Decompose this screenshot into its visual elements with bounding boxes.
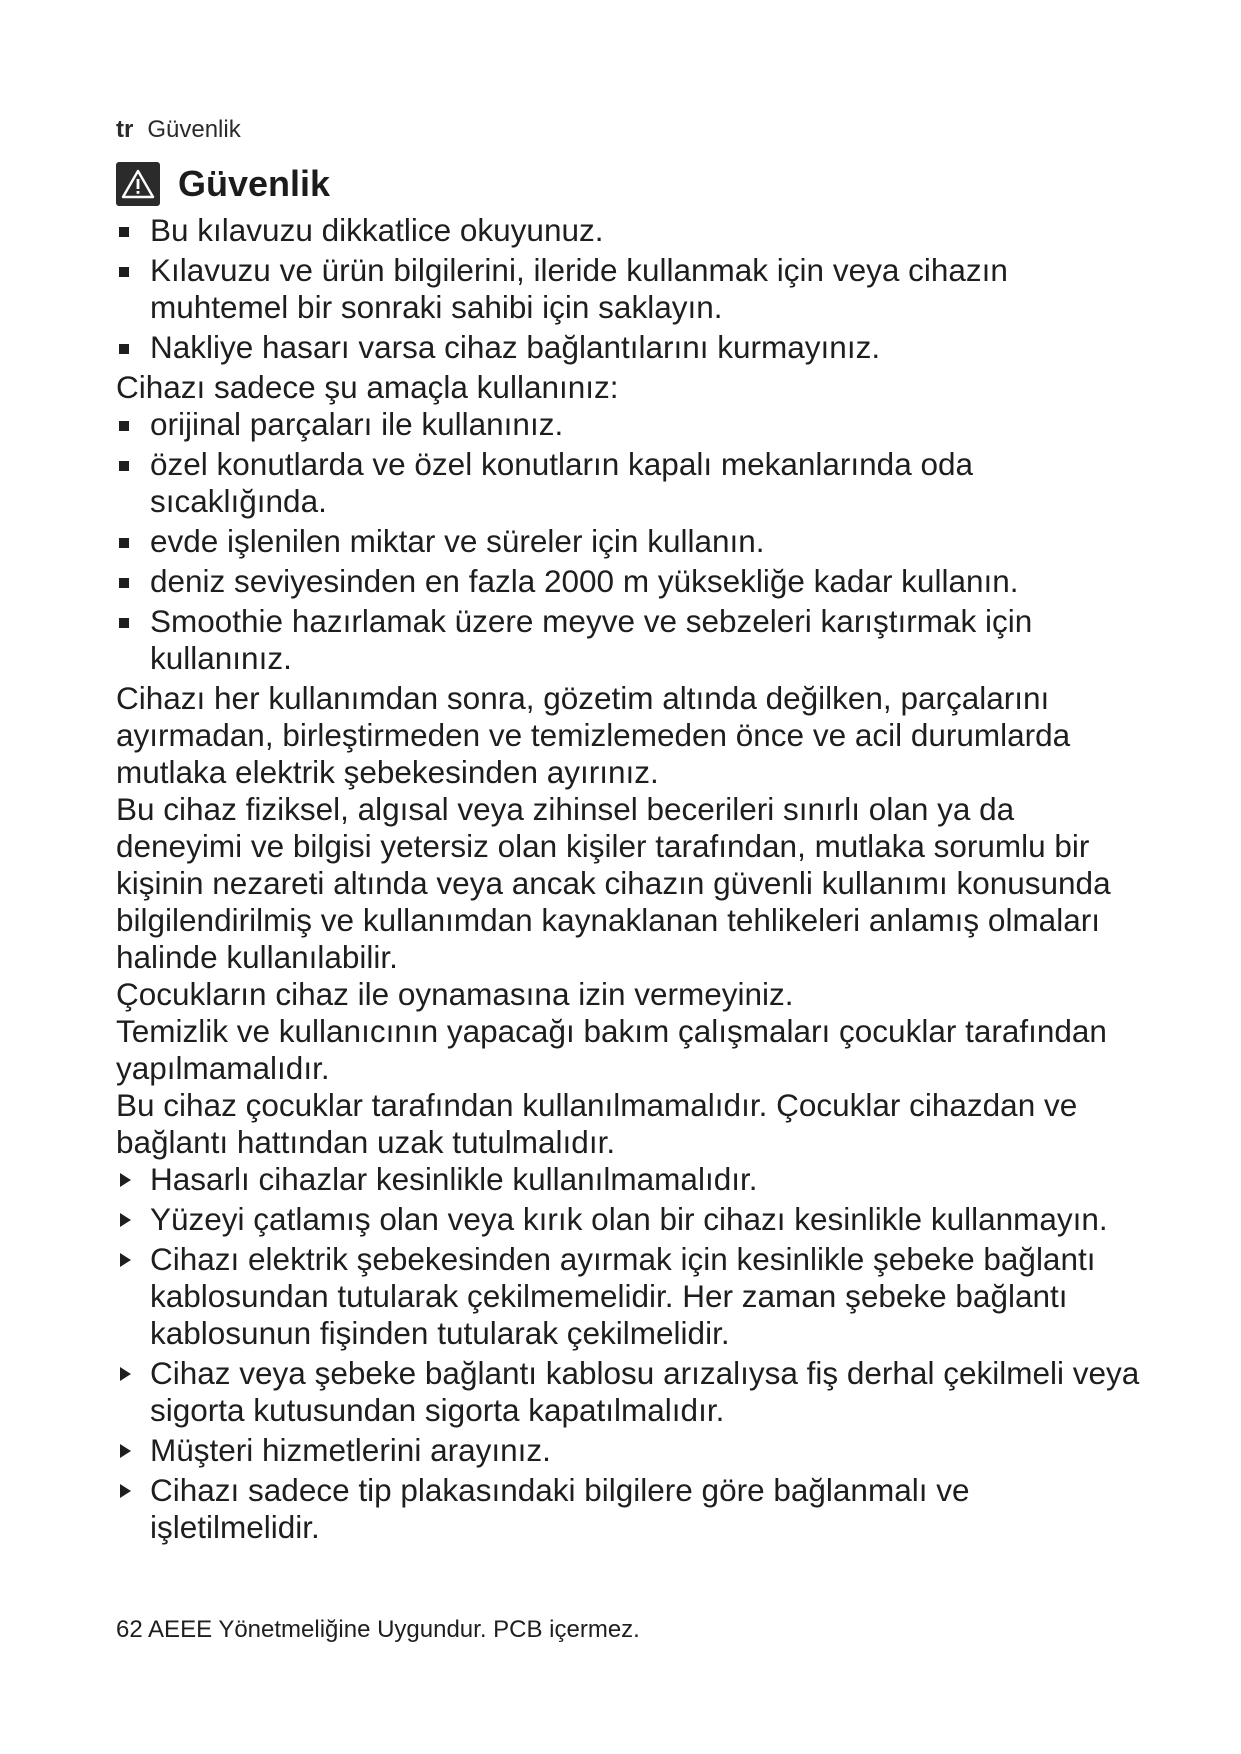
arrow-right-icon — [120, 1253, 131, 1267]
section-title-row — [116, 160, 330, 208]
list-item: Smoothie hazırlamak üzere meyve ve sebzeleri karıştırmak için kullanınız. — [116, 603, 1146, 677]
header-section: Güvenlik — [147, 116, 241, 143]
bullet-square-icon — [119, 578, 129, 588]
page-footer — [116, 1614, 640, 1646]
list-item: evde işlenilen miktar ve süreler için kullanın. — [116, 523, 1146, 560]
instruction-item: Yüzeyi çatlamış olan veya kırık olan bir cihazı kesinlikle kullanmayın. — [116, 1201, 1146, 1238]
page-header — [116, 114, 241, 146]
warning-icon — [116, 162, 160, 206]
paragraph: Bu cihaz çocuklar tarafından kullanılmamalıdır. Çocuklar cihazdan ve bağlantı hattından uzak tutulmalıdır. — [116, 1087, 1078, 1160]
paragraph: Çocukların cihaz ile oynamasına izin vermeyiniz. — [116, 976, 794, 1012]
language-code: tr — [116, 116, 134, 143]
instruction-item: Cihazı elektrik şebekesinden ayırmak için kesinlikle şebeke bağlantı kablosundan tutularak çekilmemelidir. Her zaman şebeke bağlantı kablosunun fişinden tutularak çekilmelidir. — [116, 1241, 1146, 1352]
safety-body — [116, 212, 1146, 1549]
list-item: Kılavuzu ve ürün bilgilerini, ileride kullanmak için veya cihazın muhtemel bir sonraki sahibi için saklayın. — [116, 252, 1146, 326]
footer-text: AEEE Yönetmeliğine Uygundur. PCB içermez. — [148, 1616, 640, 1643]
bullet-square-icon — [119, 461, 129, 471]
bullet-square-icon — [119, 618, 129, 628]
arrow-right-icon — [120, 1444, 131, 1458]
section-title: Güvenlik — [178, 163, 331, 204]
page-number: 62 — [116, 1616, 143, 1643]
list-item: özel konutlarda ve özel konutların kapalı mekanlarında oda sıcaklığında. — [116, 446, 1146, 520]
list-item: Bu kılavuzu dikkatlice okuyunuz. — [116, 212, 1146, 249]
arrow-right-icon — [120, 1484, 131, 1498]
instruction-item: Hasarlı cihazlar kesinlikle kullanılmamalıdır. — [116, 1161, 1146, 1198]
bullet-square-icon — [119, 227, 129, 237]
usage-intro: Cihazı sadece şu amaçla kullanınız: — [116, 369, 619, 405]
instruction-item: Müşteri hizmetlerini arayınız. — [116, 1432, 1146, 1469]
instruction-item: Cihaz veya şebeke bağlantı kablosu arızalıysa fiş derhal çekilmeli veya sigorta kutusundan sigorta kapatılmalıdır. — [116, 1355, 1146, 1429]
bullet-square-icon — [119, 421, 129, 431]
list-item: orijinal parçaları ile kullanınız. — [116, 406, 1146, 443]
list-item: deniz seviyesinden en fazla 2000 m yüksekliğe kadar kullanın. — [116, 563, 1146, 600]
arrow-right-icon — [120, 1367, 131, 1381]
bullet-square-icon — [119, 538, 129, 548]
arrow-right-icon — [120, 1173, 131, 1187]
instruction-item: Cihazı sadece tip plakasındaki bilgilere göre bağlanmalı ve işletilmelidir. — [116, 1472, 1146, 1546]
paragraph: Bu cihaz fiziksel, algısal veya zihinsel becerileri sınırlı olan ya da deneyimi ve bilgisi yetersiz olan kişiler tarafından, mutlaka sorumlu bir kişinin nezareti altında veya ancak cihazın güvenli kullanımı konusunda bilgilendirilmiş ve kullanımdan kaynaklanan tehlikeleri anlamış olmaları halinde kullanılabilir. — [116, 791, 1111, 975]
bullet-square-icon — [119, 344, 129, 354]
paragraph: Temizlik ve kullanıcının yapacağı bakım çalışmaları çocuklar tarafından yapılmamalıdır. — [116, 1013, 1107, 1086]
arrow-right-icon — [120, 1213, 131, 1227]
paragraph: Cihazı her kullanımdan sonra, gözetim altında değilken, parçalarını ayırmadan, birleştirmeden ve temizlemeden önce ve acil durumlarda mutlaka elektrik şebekesinden ayırınız. — [116, 680, 1071, 790]
list-item: Nakliye hasarı varsa cihaz bağlantılarını kurmayınız. — [116, 329, 1146, 366]
bullet-square-icon — [119, 267, 129, 277]
